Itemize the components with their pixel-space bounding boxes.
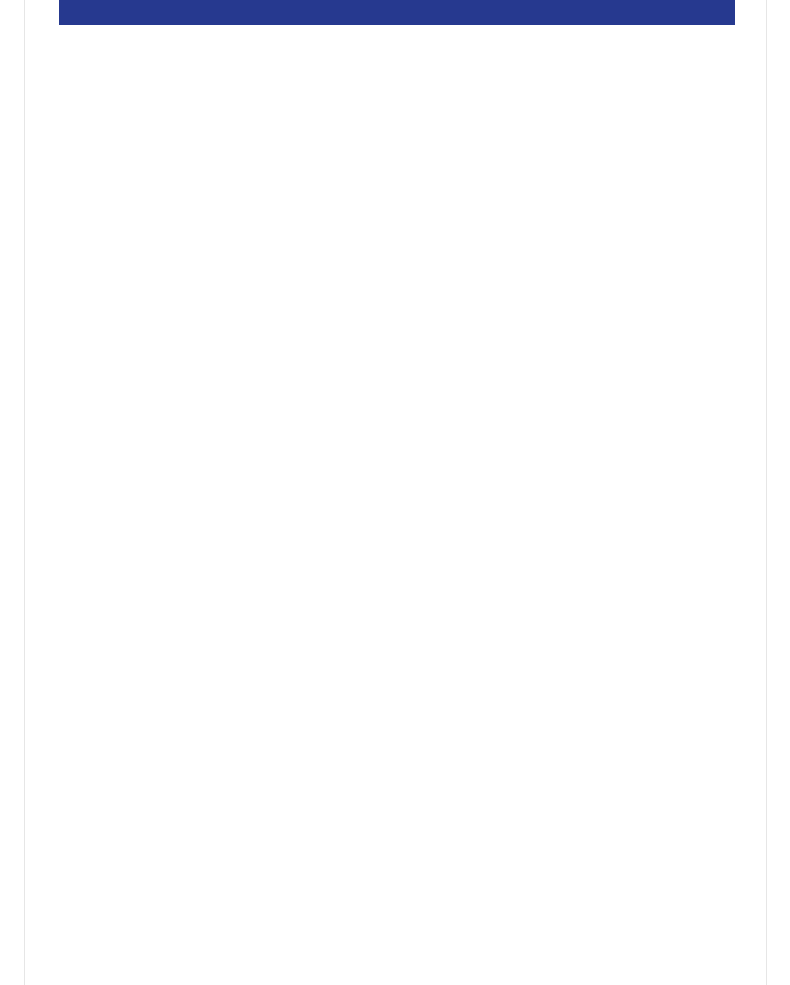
page-edge-left	[24, 0, 25, 985]
spec-table-container	[59, 0, 734, 25]
spec-table	[59, 0, 735, 25]
page-edge-right	[766, 0, 767, 985]
spec-table-divider	[60, 0, 735, 25]
divider-label	[60, 0, 735, 25]
divider-row	[60, 0, 735, 25]
